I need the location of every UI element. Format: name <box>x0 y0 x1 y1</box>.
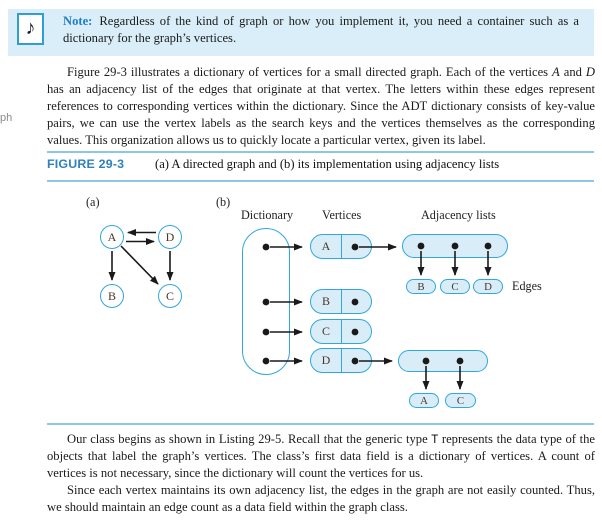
vertex-node-d-label: D <box>311 349 342 372</box>
note-label: Note: <box>63 14 93 28</box>
intro-seg1: Figure 29-3 illustrates a dictionary of vertices for a small directed graph. Each of the vertices <box>67 65 553 79</box>
edges-label: Edges <box>512 279 542 293</box>
edge-pill-d: D <box>473 279 503 294</box>
vertices-label: Vertices <box>322 208 362 222</box>
figure-caption: (a) A directed graph and (b) its implementation using adjacency lists <box>155 157 500 171</box>
adjacency-list-d <box>398 350 488 372</box>
figure-bottom-rule <box>47 423 594 425</box>
adjacency-list-a <box>402 234 508 258</box>
part-a-label: (a) <box>86 195 100 209</box>
generic-type-t: T <box>431 432 439 446</box>
closing-seg1: Our class begins as shown in Listing 29-5. Recall that the generic type <box>67 432 432 446</box>
vertex-node-c-pointer <box>342 320 371 343</box>
vertex-node-b-pointer <box>342 290 371 313</box>
vertex-node-c-label: C <box>311 320 342 343</box>
figure-arrows-layer <box>0 190 602 422</box>
edge-pill-c2: C <box>445 393 476 408</box>
pointer-dots <box>263 243 492 365</box>
closing-seg2: represents the data type of the objects that label the graph’s vertices. The class’s first data field is a dictionary of vertices. A count of vertices is not necessary, since the dictionary will count the vertices for us. <box>47 432 595 480</box>
graph-vertex-d: D <box>158 225 182 249</box>
note-text <box>63 13 579 46</box>
graph-vertex-c: C <box>158 284 182 308</box>
margin-text-fragment: ph <box>0 112 13 124</box>
closing-paragraph-2: Since each vertex maintains its own adjacency list, the edges in the graph are not easily counted. Thus, we should maintain an edge count as a data field within the graph class. <box>47 483 595 514</box>
vertex-node-c <box>310 319 372 344</box>
intro-paragraph <box>47 64 595 149</box>
edge-a-to-c <box>121 246 158 284</box>
intro-seg2: and <box>559 65 586 79</box>
edge-pill-c: C <box>440 279 470 294</box>
part-b-label: (b) <box>216 195 231 209</box>
vertex-d-ref: D <box>585 65 596 79</box>
dictionary-capsule <box>242 228 290 375</box>
figure-heading-rule <box>47 180 594 182</box>
adjacency-lists-label: Adjacency lists <box>421 208 496 222</box>
edge-pill-b: B <box>406 279 436 294</box>
graph-vertex-b: B <box>100 284 124 308</box>
graph-vertex-a: A <box>100 225 124 249</box>
figure-29-3 <box>0 190 602 422</box>
vertex-node-a-label: A <box>311 235 342 258</box>
closing-paragraph-1 <box>47 431 595 516</box>
note-body: Regardless of the kind of graph or how you implement it, you need a container such as a dictionary for the graph’s vertices. <box>63 14 579 45</box>
vertex-node-a <box>310 234 372 259</box>
vertex-node-a-pointer <box>342 235 371 258</box>
vertex-a-ref: A <box>552 65 560 79</box>
intro-seg3: has an adjacency list of the edges that originate at that vertex. The letters within these edges represent references to corresponding vertices within the dictionary. Since the ADT dictionary consists of key-value pairs, we can use the vertex labels as the search keys and the vertices themselves as the corresponding values. This organization allows us to quickly locate a particular vertex, given its label. <box>47 82 595 147</box>
vertex-node-d <box>310 348 372 373</box>
figure-number: FIGURE 29-3 <box>47 157 125 171</box>
vertex-node-b-label: B <box>311 290 342 313</box>
music-note-icon: ♪ <box>25 17 36 39</box>
dictionary-label: Dictionary <box>241 208 294 222</box>
figure-top-rule <box>47 151 594 153</box>
vertex-node-d-pointer <box>342 349 371 372</box>
edge-pill-a2: A <box>409 393 439 408</box>
note-icon-frame <box>17 13 44 45</box>
vertex-node-b <box>310 289 372 314</box>
